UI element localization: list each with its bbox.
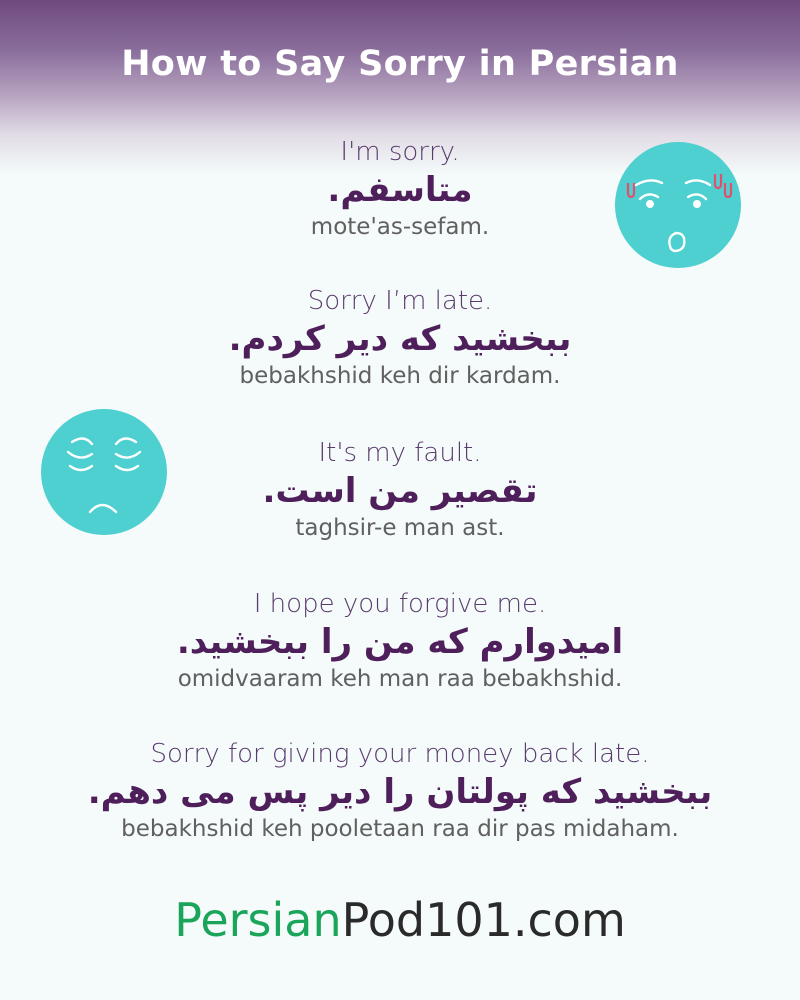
transliteration: omidvaaram keh man raa bebakhshid. xyxy=(177,666,623,692)
persian-phrase: ببخشید که پولتان را دیر پس می دهم. xyxy=(87,772,713,812)
persian-phrase: متاسفم. xyxy=(327,170,473,210)
transliteration: bebakhshid keh pooletaan raa dir pas midaham. xyxy=(121,816,679,842)
brand-footer[interactable] xyxy=(0,888,800,952)
transliteration: mote'as-sefam. xyxy=(310,214,490,240)
english-phrase: It's my fault. xyxy=(318,438,482,468)
english-phrase: I'm sorry. xyxy=(340,137,460,167)
phrase-block xyxy=(0,284,800,392)
brand-name-part1: Persian xyxy=(174,893,342,947)
english-phrase: I hope you forgive me. xyxy=(253,589,547,619)
phrase-block xyxy=(0,587,800,695)
persian-phrase: امیدوارم که من را ببخشید. xyxy=(176,622,624,662)
english-phrase: Sorry for giving your money back late. xyxy=(150,739,650,769)
transliteration: taghsir-e man ast. xyxy=(295,515,505,541)
phrase-block xyxy=(0,436,800,544)
phrase-block xyxy=(0,135,800,243)
persian-phrase: تقصیر من است. xyxy=(262,471,538,511)
transliteration: bebakhshid keh dir kardam. xyxy=(239,363,561,389)
persian-phrase: ببخشید که دیر کردم. xyxy=(228,319,572,359)
page-title: How to Say Sorry in Persian xyxy=(121,44,679,84)
brand-name-part2: Pod101.com xyxy=(341,893,626,947)
phrase-block xyxy=(0,737,800,845)
english-phrase: Sorry I’m late. xyxy=(307,286,493,316)
